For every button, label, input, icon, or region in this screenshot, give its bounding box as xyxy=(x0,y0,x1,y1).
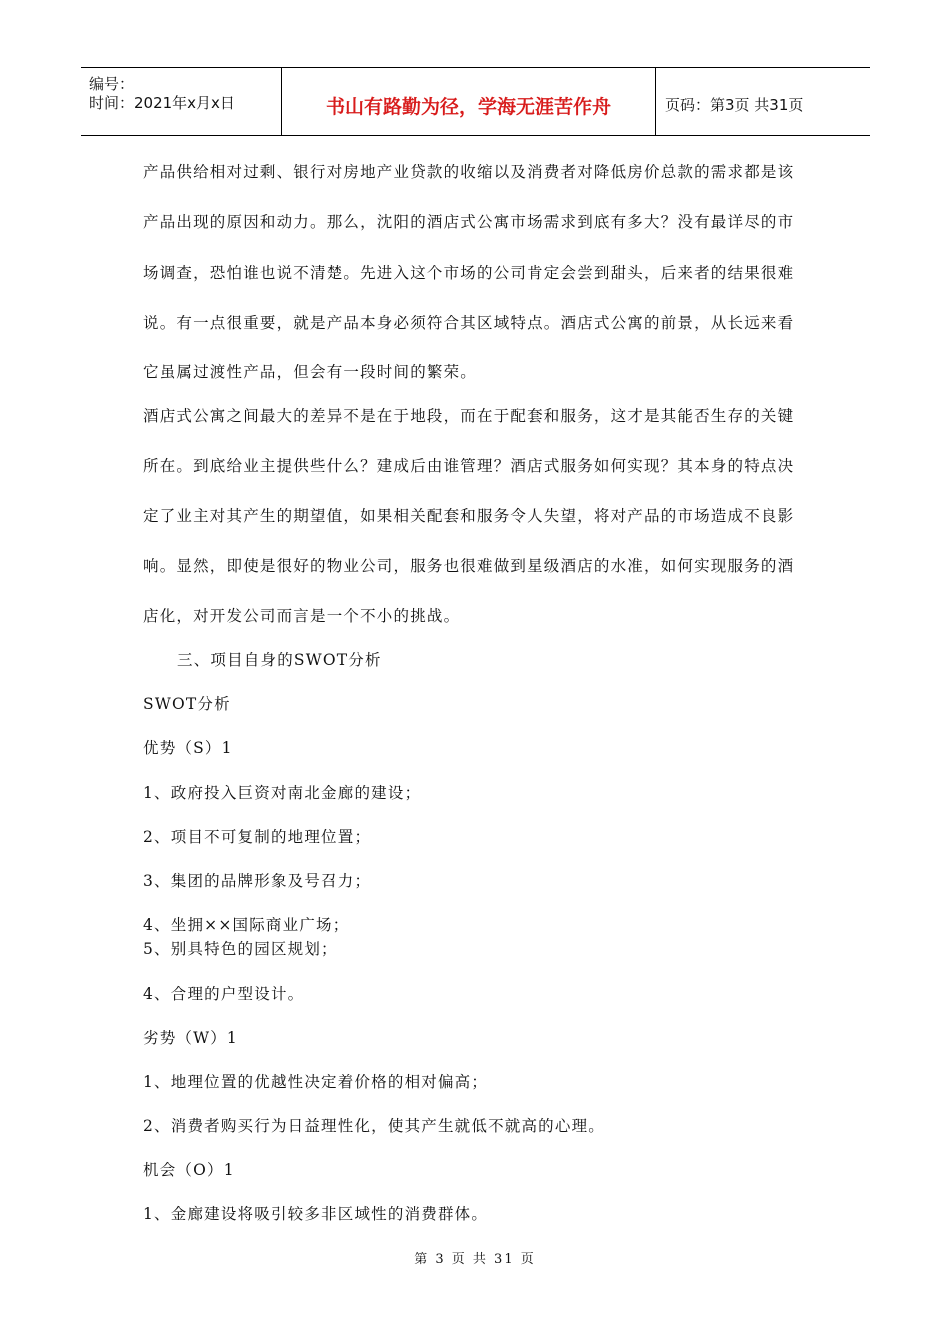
list-item: 2、项目不可复制的地理位置； xyxy=(143,828,372,846)
body-line: 说。有一点很重要，就是产品本身必须符合其区域特点。酒店式公寓的前景，从长远来看 xyxy=(143,314,795,332)
body-line: 它虽属过渡性产品，但会有一段时间的繁荣。 xyxy=(143,363,478,381)
section-heading: 三、项目自身的SWOT分析 xyxy=(177,651,382,669)
subheading: 优势（S）1 xyxy=(143,739,233,757)
list-item: 3、集团的品牌形象及号召力； xyxy=(143,872,372,890)
list-item: 1、地理位置的优越性决定着价格的相对偏高； xyxy=(143,1073,489,1091)
body-line: 场调查，恐怕谁也说不清楚。先进入这个市场的公司肯定会尝到甜头，后来者的结果很难 xyxy=(143,264,795,282)
body-line: 酒店式公寓之间最大的差异不是在于地段，而在于配套和服务，这才是其能否生存的关键 xyxy=(143,407,795,425)
list-item: 1、金廊建设将吸引较多非区域性的消费群体。 xyxy=(143,1205,489,1223)
header-page-cell xyxy=(656,68,870,135)
list-item: 5、别具特色的园区规划； xyxy=(143,940,338,958)
body-line: 所在。到底给业主提供些什么？建成后由谁管理？酒店式服务如何实现？其本身的特点决 xyxy=(143,457,795,475)
header-meta xyxy=(81,68,282,135)
list-item: 1、政府投入巨资对南北金廊的建设； xyxy=(143,784,422,802)
list-item: 4、坐拥××国际商业广场； xyxy=(143,916,350,934)
body-line: 产品出现的原因和动力。那么，沈阳的酒店式公寓市场需求到底有多大？没有最详尽的市 xyxy=(143,213,795,231)
doc-number-label: 编号： xyxy=(89,75,135,93)
doc-date-label: 时间：2021年x月x日 xyxy=(89,94,235,112)
subheading: 劣势（W）1 xyxy=(143,1029,238,1047)
subheading: 机会（O）1 xyxy=(143,1161,235,1179)
subheading: SWOT分析 xyxy=(143,695,231,713)
list-item: 4、合理的户型设计。 xyxy=(143,985,305,1003)
body-line: 产品供给相对过剩、银行对房地产业贷款的收缩以及消费者对降低房价总款的需求都是该 xyxy=(143,163,795,181)
header-motto-cell xyxy=(282,68,656,135)
header-table xyxy=(81,67,870,136)
header-page-label: 页码：第3页 共31页 xyxy=(665,96,804,114)
body-line: 响。显然，即使是很好的物业公司，服务也很难做到星级酒店的水准，如何实现服务的酒 xyxy=(143,557,795,575)
header-motto: 书山有路勤为径，学海无涯苦作舟 xyxy=(325,96,611,118)
page-footer: 第 3 页 共 31 页 xyxy=(414,1252,536,1267)
list-item: 2、消费者购买行为日益理性化，使其产生就低不就高的心理。 xyxy=(143,1117,605,1135)
body-line: 定了业主对其产生的期望值，如果相关配套和服务令人失望，将对产品的市场造成不良影 xyxy=(143,507,795,525)
body-line: 店化，对开发公司而言是一个不小的挑战。 xyxy=(143,607,461,625)
